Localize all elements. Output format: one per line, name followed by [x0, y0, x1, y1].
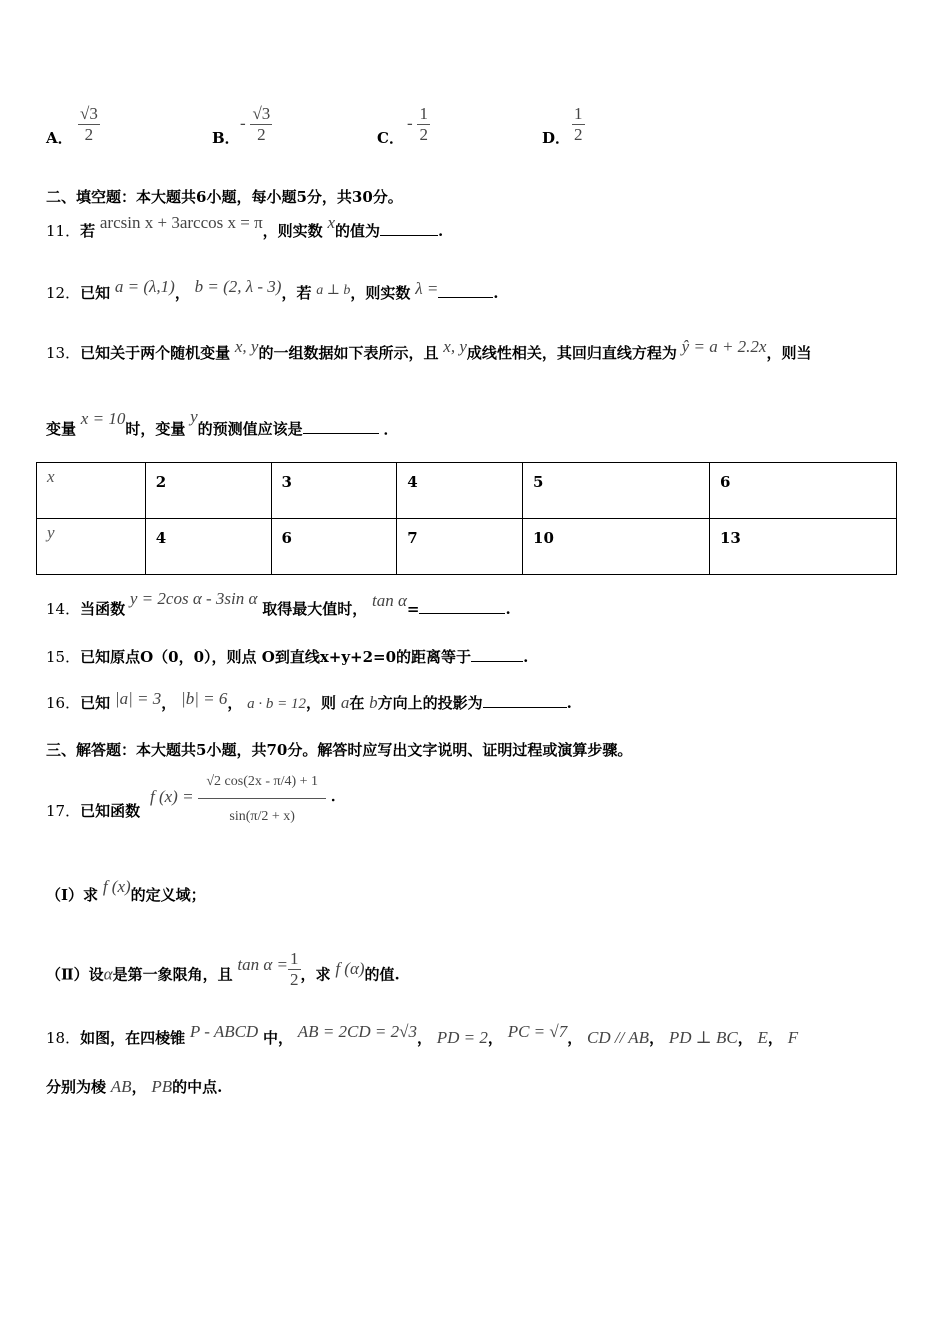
- q13-p2: 的一组数据如下表所示，且: [258, 344, 439, 362]
- q13-regression-equation: ŷ = a + 2.2x: [681, 337, 767, 356]
- q13-end: ．: [383, 420, 399, 438]
- q12-perp: a ⊥ b: [316, 283, 351, 298]
- table-cell: 7: [397, 519, 523, 575]
- q14-pre: 当函数: [80, 600, 126, 618]
- table-cell: 4: [145, 519, 271, 575]
- data-table: [36, 462, 897, 575]
- q17-part-2-frac-num: 1: [290, 949, 299, 968]
- option-b-sign: -: [240, 113, 246, 133]
- q18-cond-3: PC = √7: [507, 1022, 568, 1041]
- q16-post: 方向上的投影为: [377, 694, 483, 712]
- question-12: 12．已知 a = (λ,1)， b = (2, λ - 3)，若 a ⊥ b，则实数 λ = .: [46, 277, 499, 302]
- q13-xy-2: x, y: [443, 337, 467, 356]
- q16-answer-blank[interactable]: [483, 707, 567, 708]
- table-row-x: [37, 463, 897, 519]
- option-b-numerator: √3: [252, 104, 271, 123]
- option-d-numerator: 1: [574, 104, 583, 123]
- q17-pre: 已知函数: [80, 802, 141, 820]
- q18-cond-1: AB = 2CD = 2√3: [297, 1022, 417, 1041]
- q13-answer-blank[interactable]: [303, 433, 379, 434]
- question-13-line-2: [46, 407, 399, 439]
- q17-number: 17．: [46, 802, 81, 820]
- q11-var: x: [327, 213, 335, 232]
- table-cell: 6: [271, 519, 397, 575]
- q15-end: .: [523, 648, 529, 666]
- q11-formula: arcsin x + 3arccos x = π: [99, 213, 263, 232]
- q18-cond-4: CD // AB: [587, 1028, 650, 1047]
- q17-numerator: √2 cos(2x - π/4) + 1: [198, 768, 326, 799]
- q18-mid: 中，: [263, 1029, 294, 1047]
- q18-e: E: [757, 1028, 768, 1047]
- q11-pre: 若: [80, 222, 96, 240]
- q14-end: .: [505, 600, 511, 618]
- option-a-numerator: √3: [80, 104, 98, 123]
- option-a-fraction: [78, 104, 100, 145]
- q17-denominator: sin(π/2 + x): [229, 809, 295, 824]
- q17-part-2-post: 的值.: [364, 965, 400, 984]
- option-b-fraction: [240, 104, 272, 145]
- question-17: [46, 800, 140, 821]
- q17-part-2-pre: （Ⅱ）设: [46, 965, 104, 984]
- q15-text: 已知原点O（0，0），则点 O到直线x+y+2=0的距离等于: [80, 648, 472, 666]
- option-c-sign: -: [407, 113, 413, 133]
- q16-mid: ，则: [306, 694, 337, 712]
- q13-l2a: 变量: [46, 420, 77, 438]
- q17-part-2: [46, 949, 400, 996]
- q12-end: .: [493, 284, 499, 302]
- q13-l2c: 的预测值应该是: [197, 420, 303, 438]
- q17-part-1-pre: （Ⅰ）求: [46, 886, 99, 904]
- q16-end: .: [566, 694, 572, 712]
- option-c-denominator: 2: [419, 125, 428, 144]
- q18-number: 18．: [46, 1029, 81, 1047]
- section-3-heading: 三、解答题：本大题共5小题，共70分。解答时应写出文字说明、证明过程或演算步骤。: [46, 741, 633, 759]
- q12-mid2: ，则实数: [350, 284, 411, 302]
- q17-part-2-mid: 是第一象限角，且: [112, 965, 233, 984]
- q13-xy: x, y: [234, 337, 259, 356]
- q11-number: 11．: [46, 222, 81, 240]
- q17-part-2-tan: tan α =: [237, 954, 289, 974]
- table-cell: 2: [145, 463, 271, 519]
- question-15: [46, 646, 528, 667]
- q12-pre: 已知: [80, 284, 111, 302]
- q17-part-2-mid2: ，求: [300, 965, 331, 984]
- table-cell: 3: [271, 463, 397, 519]
- q18-f: F: [787, 1028, 799, 1047]
- q12-vector-a: a = (λ,1): [114, 277, 175, 296]
- question-18-line-2: 分别为棱 AB， PB的中点.: [46, 1077, 223, 1096]
- table-cell: 6: [710, 463, 897, 519]
- q13-p3: 成线性相关，其回归直线方程为: [466, 344, 677, 362]
- table-cell: 13: [710, 519, 897, 575]
- q12-mid1: ，若: [281, 284, 312, 302]
- q13-number: 13．: [46, 344, 81, 362]
- option-b-label: B．: [212, 129, 240, 147]
- q12-vector-b: b = (2, λ - 3): [194, 277, 282, 296]
- q13-y: y: [190, 407, 198, 426]
- question-14: [46, 589, 511, 619]
- q12-lambda: λ =: [415, 279, 439, 298]
- table-cell: 10: [523, 519, 710, 575]
- q16-norm-b: |b| = 6: [181, 689, 228, 708]
- question-18-line-1: 18．如图，在四棱锥 P - ABCD 中， AB = 2CD = 2√3， PD = 2， PC = √7， CD // AB， PD ⊥ BC， E， F: [46, 1022, 799, 1047]
- option-c-label: C．: [377, 129, 404, 147]
- q11-post: 的值为: [335, 222, 381, 240]
- question-13-line-1: [46, 337, 812, 363]
- q16-a: a: [340, 693, 350, 712]
- option-b-denominator: 2: [257, 125, 266, 144]
- q18-ab: AB: [110, 1077, 132, 1096]
- q12-answer-blank[interactable]: [438, 297, 493, 298]
- q16-b: b: [369, 693, 378, 712]
- q14-answer-blank[interactable]: [419, 613, 505, 614]
- question-16: 16．已知 |a| = 3， |b| = 6， a · b = 12，则 a在 b方向上的投影为 .: [46, 689, 572, 712]
- option-d-label: D．: [542, 129, 571, 147]
- q11-answer-blank[interactable]: [380, 235, 438, 236]
- question-11: 11．若 arcsin x + 3arccos x = π，则实数 x的值为 .: [46, 213, 444, 240]
- q13-p1: 已知关于两个随机变量: [80, 344, 231, 362]
- table-header-y: y: [37, 519, 146, 575]
- option-d-denominator: 2: [574, 125, 583, 144]
- q17-part-1-post: 的定义域；: [130, 886, 206, 904]
- q18-cond-5: PD ⊥ BC: [668, 1028, 738, 1047]
- q15-number: 15．: [46, 648, 81, 666]
- q17-part-1: [46, 877, 206, 905]
- q16-in: 在: [349, 694, 365, 712]
- table-row-y: [37, 519, 897, 575]
- option-a-denominator: 2: [84, 125, 94, 144]
- q12-number: 12．: [46, 284, 81, 302]
- q17-part-2-alpha: α: [103, 964, 113, 984]
- option-c-numerator: 1: [419, 104, 428, 123]
- q18-l2a: 分别为棱: [46, 1078, 107, 1096]
- q13-x10: x = 10: [80, 409, 126, 428]
- q17-part-2-frac-den: 2: [290, 970, 299, 989]
- q13-l2b: 时，变量: [125, 420, 186, 438]
- q17-part-1-f: f (x): [102, 877, 131, 896]
- q14-tan: tan α: [372, 591, 407, 610]
- table-cell: 4: [397, 463, 523, 519]
- q18-cond-2: PD = 2: [436, 1028, 488, 1047]
- option-a-label: A．: [46, 129, 73, 147]
- q16-number: 16．: [46, 694, 81, 712]
- option-c-fraction: [407, 104, 430, 145]
- q11-mid: ，则实数: [262, 222, 323, 240]
- q17-function: [150, 768, 346, 825]
- q17-part-2-f: f (α): [335, 958, 365, 978]
- table-header-x: x: [37, 463, 146, 519]
- q18-l2b: 的中点.: [172, 1078, 223, 1096]
- q17-end: ．: [330, 786, 346, 805]
- q18-pre: 如图，在四棱锥: [80, 1029, 186, 1047]
- section-2-heading: 二、填空题：本大题共6小题，每小题5分，共30分。: [46, 188, 403, 206]
- q18-pb: PB: [151, 1077, 173, 1096]
- q14-formula: y = 2cos α - 3sin α: [129, 589, 258, 608]
- q16-pre: 已知: [80, 694, 111, 712]
- q14-mid: 取得最大值时，: [262, 600, 368, 618]
- q16-dot: a · b = 12: [247, 696, 307, 712]
- q16-norm-a: |a| = 3: [114, 689, 162, 708]
- q15-answer-blank[interactable]: [471, 661, 523, 662]
- q14-eq: =: [406, 600, 420, 618]
- q14-number: 14．: [46, 600, 81, 618]
- q13-p4: ，则当: [766, 344, 812, 362]
- q18-pyramid: P - ABCD: [189, 1022, 259, 1041]
- option-d-fraction: [572, 104, 585, 145]
- table-cell: 5: [523, 463, 710, 519]
- q17-fx: f (x) =: [150, 786, 194, 806]
